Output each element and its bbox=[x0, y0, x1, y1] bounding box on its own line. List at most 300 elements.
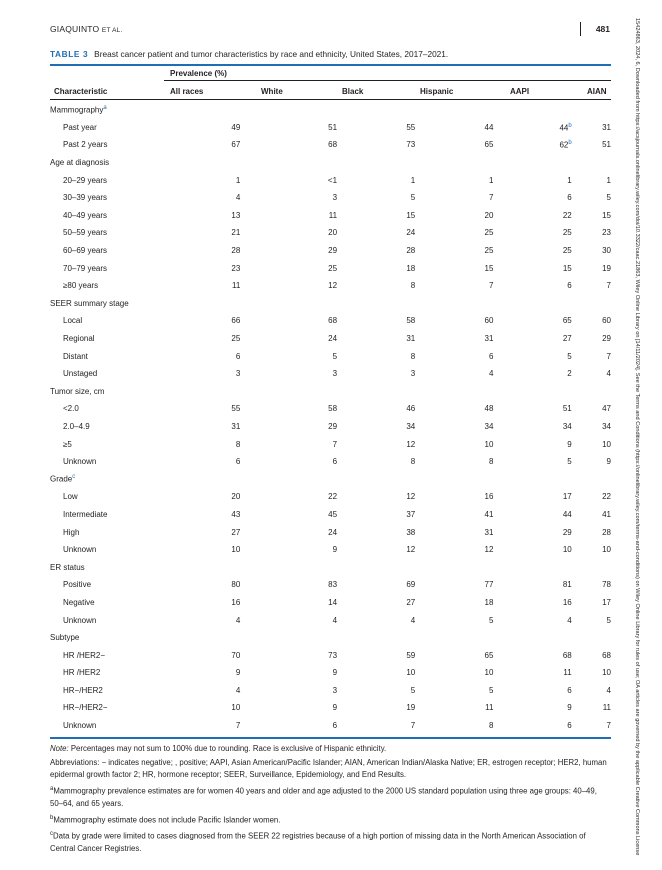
table-row bbox=[50, 682, 611, 700]
cell-value: 68 bbox=[328, 316, 338, 326]
cell-value bbox=[493, 470, 571, 488]
cell-value: 16 bbox=[562, 597, 572, 607]
cell-value: 60 bbox=[484, 316, 494, 326]
row-label: ER status bbox=[50, 562, 85, 572]
cell-value: 25 bbox=[484, 246, 494, 256]
cell-value: 7 bbox=[606, 281, 611, 291]
cell-value bbox=[493, 383, 571, 401]
cell-value: 69 bbox=[406, 580, 416, 590]
cell-value bbox=[415, 154, 493, 172]
cell-value: 2 bbox=[567, 369, 572, 379]
row-label: HR /HER2 bbox=[63, 668, 101, 678]
cell-value bbox=[415, 558, 493, 576]
cell-value bbox=[493, 101, 571, 119]
cell-value bbox=[572, 470, 611, 488]
cell-value: 58 bbox=[406, 316, 416, 326]
cell-value: 25 bbox=[231, 334, 241, 344]
cell-value: 1 bbox=[235, 175, 241, 185]
cell-value: 4 bbox=[489, 369, 494, 379]
cell-value: 34 bbox=[602, 421, 611, 431]
cell-value: 10 bbox=[602, 439, 611, 449]
cell-value: 12 bbox=[328, 281, 338, 291]
cell-value: 15 bbox=[562, 263, 572, 273]
cell-value: 60 bbox=[602, 316, 611, 326]
table-row bbox=[50, 277, 611, 295]
col-header-aapi: AAPI bbox=[510, 87, 530, 96]
cell-value: 9 bbox=[332, 668, 338, 678]
cell-value: 34 bbox=[406, 421, 416, 431]
cell-value: 8 bbox=[410, 281, 416, 291]
col-header-white: White bbox=[261, 87, 283, 96]
cell-value: 10 bbox=[484, 668, 494, 678]
cell-value: 25 bbox=[562, 228, 572, 238]
cell-value: 7 bbox=[489, 281, 494, 291]
cell-value: 1 bbox=[606, 175, 611, 185]
cell-value: 14 bbox=[328, 597, 338, 607]
row-label: High bbox=[63, 527, 80, 537]
cell-value: 34 bbox=[484, 421, 494, 431]
cell-value: 5 bbox=[489, 615, 494, 625]
row-label: Mammography$^a$ bbox=[50, 104, 107, 115]
row-label: Negative bbox=[63, 597, 95, 607]
cell-value: 10 bbox=[484, 439, 494, 449]
cell-value bbox=[572, 101, 611, 119]
table-row bbox=[50, 611, 611, 629]
cell-value: 5 bbox=[606, 615, 611, 625]
cell-value: 68 bbox=[562, 650, 572, 660]
cell-value: 3 bbox=[332, 369, 338, 379]
cell-value: 58 bbox=[328, 404, 338, 414]
table-title: Breast cancer patient and tumor characteristics by race and ethnicity, United States, 2017–2021. bbox=[94, 49, 449, 59]
cell-value bbox=[572, 558, 611, 576]
row-label: ≥80 years bbox=[63, 281, 99, 291]
cell-value: 8 bbox=[489, 721, 494, 731]
cell-value: 44$^b$ bbox=[559, 122, 572, 133]
table-row bbox=[50, 594, 611, 612]
cell-value bbox=[572, 629, 611, 647]
cell-value: 55 bbox=[406, 122, 416, 132]
row-label: 60–69 years bbox=[63, 246, 108, 256]
col-header-all-races: All races bbox=[170, 87, 204, 96]
footnote-b: $^b$Mammography estimate does not include Pacific Islander women. bbox=[50, 814, 281, 825]
running-header bbox=[50, 22, 610, 38]
header-rule bbox=[50, 99, 611, 100]
table-row bbox=[50, 347, 611, 365]
row-label: Past year bbox=[63, 122, 97, 132]
cell-value: 16 bbox=[231, 597, 241, 607]
cell-value: 15 bbox=[484, 263, 494, 273]
cell-value: 6 bbox=[235, 351, 241, 361]
cell-value: 8 bbox=[235, 439, 241, 449]
cell-value bbox=[240, 101, 337, 119]
cell-value: 10 bbox=[406, 668, 416, 678]
cell-value bbox=[337, 101, 415, 119]
section-row bbox=[50, 101, 611, 119]
cell-value: 13 bbox=[231, 210, 241, 220]
cell-value bbox=[337, 629, 415, 647]
cell-value: 30 bbox=[602, 246, 611, 256]
footnote-c: $^c$Data by grade were limited to cases diagnosed from the SEER 22 registries because of a high portion of missing data in the North American Association of Central Cancer Registries. bbox=[50, 831, 586, 853]
cell-value bbox=[493, 558, 571, 576]
data-table bbox=[50, 101, 611, 734]
row-label: Subtype bbox=[50, 633, 80, 643]
cell-value: 7 bbox=[606, 351, 611, 361]
cell-value: 31 bbox=[484, 334, 494, 344]
section-row bbox=[50, 154, 611, 172]
cell-value: 24 bbox=[328, 527, 338, 537]
cell-value: 29 bbox=[562, 527, 572, 537]
cell-value: 18 bbox=[406, 263, 416, 273]
cell-value bbox=[415, 629, 493, 647]
cell-value bbox=[337, 558, 415, 576]
cell-value: 4 bbox=[606, 685, 611, 695]
cell-value: 70 bbox=[231, 650, 241, 660]
cell-value: 8 bbox=[410, 457, 416, 467]
cell-value: 49 bbox=[231, 122, 241, 132]
cell-value: 23 bbox=[602, 228, 611, 238]
cell-value: 10 bbox=[231, 703, 241, 713]
row-label: Positive bbox=[63, 580, 92, 590]
cell-value: 1 bbox=[567, 175, 572, 185]
cell-value: 31 bbox=[406, 334, 416, 344]
note-line: Note: Percentages may not sum to 100% due to rounding. Race is exclusive of Hispanic ethnicity. bbox=[50, 744, 387, 753]
cell-value: 17 bbox=[562, 492, 572, 502]
row-label: Unknown bbox=[63, 457, 97, 467]
cell-value: 5 bbox=[410, 193, 416, 203]
cell-value bbox=[337, 154, 415, 172]
cell-value: 6 bbox=[332, 457, 338, 467]
cell-value: 5 bbox=[410, 685, 416, 695]
cell-value: 51 bbox=[328, 122, 338, 132]
cell-value: 44 bbox=[484, 122, 494, 132]
table-row bbox=[50, 646, 611, 664]
cell-value bbox=[240, 383, 337, 401]
row-label: 2.0–4.9 bbox=[63, 421, 90, 431]
section-row bbox=[50, 629, 611, 647]
cell-value: 83 bbox=[328, 580, 338, 590]
col-header-hispanic: Hispanic bbox=[420, 87, 454, 96]
table-row bbox=[50, 312, 611, 330]
cell-value: 10 bbox=[231, 545, 241, 555]
cell-value: 3 bbox=[235, 369, 241, 379]
cell-value: 28 bbox=[231, 246, 241, 256]
cell-value: 15 bbox=[602, 210, 611, 220]
table-row bbox=[50, 224, 611, 242]
row-label: <2.0 bbox=[63, 404, 79, 414]
row-label: Unknown bbox=[63, 615, 97, 625]
cell-value: 18 bbox=[484, 597, 494, 607]
col-header-aian: AIAN bbox=[587, 87, 607, 96]
cell-value: 11 bbox=[563, 668, 572, 678]
cell-value: 10 bbox=[602, 668, 611, 678]
download-sidebar: 15424863, 2024, 6, Downloaded from https://acsjournals.onlinelibrary.wiley.com/doi/10.3322/caac.21863, Wiley Online Library on [14/11/2024]. See the Terms and Conditions (https://onlinelibrary.wiley.com/terms-and-conditions) on Wiley Online Library for rules of use; OA articles are governed by the applicable Creative Commons License bbox=[634, 18, 640, 856]
cell-value: 24 bbox=[328, 334, 338, 344]
cell-value: 11 bbox=[602, 703, 611, 713]
cell-value: 62$^b$ bbox=[559, 140, 572, 150]
row-label: Regional bbox=[63, 334, 95, 344]
table-row bbox=[50, 717, 611, 735]
table-row bbox=[50, 259, 611, 277]
table-row bbox=[50, 664, 611, 682]
cell-value: 9 bbox=[567, 703, 572, 713]
row-label: Distant bbox=[63, 351, 88, 361]
cell-value: 5 bbox=[606, 193, 611, 203]
cell-value: 1 bbox=[489, 175, 494, 185]
table-row bbox=[50, 242, 611, 260]
row-label: Unknown bbox=[63, 545, 97, 555]
cell-value: 55 bbox=[231, 404, 241, 414]
table-caption bbox=[50, 49, 610, 59]
cell-value: 73 bbox=[328, 650, 338, 660]
table-row bbox=[50, 365, 611, 383]
cell-value: 4 bbox=[332, 615, 338, 625]
cell-value: 6 bbox=[332, 721, 338, 731]
cell-value: 17 bbox=[602, 597, 611, 607]
cell-value: 44 bbox=[562, 509, 572, 519]
row-label: Grade$^c$ bbox=[50, 474, 76, 485]
cell-value bbox=[337, 383, 415, 401]
table-row bbox=[50, 435, 611, 453]
cell-value bbox=[415, 295, 493, 313]
table-top-rule bbox=[50, 64, 611, 66]
cell-value bbox=[415, 470, 493, 488]
table-bottom-rule bbox=[50, 737, 611, 739]
table-row bbox=[50, 576, 611, 594]
cell-value: 21 bbox=[231, 228, 241, 238]
cell-value: 4 bbox=[235, 193, 241, 203]
row-label: Low bbox=[63, 492, 78, 502]
cell-value: 28 bbox=[602, 527, 611, 537]
cell-value: 6 bbox=[567, 281, 572, 291]
cell-value: 25 bbox=[484, 228, 494, 238]
cell-value: 51 bbox=[602, 140, 611, 150]
table-row bbox=[50, 119, 611, 137]
cell-value: 20 bbox=[328, 228, 338, 238]
table-row bbox=[50, 189, 611, 207]
cell-value: 11 bbox=[328, 210, 338, 220]
cell-value: 29 bbox=[602, 334, 611, 344]
cell-value: 7 bbox=[235, 721, 241, 731]
cell-value: 23 bbox=[231, 263, 241, 273]
cell-value bbox=[415, 101, 493, 119]
cell-value: 5 bbox=[567, 457, 572, 467]
cell-value: 24 bbox=[406, 228, 416, 238]
table-row bbox=[50, 488, 611, 506]
row-label: 40–49 years bbox=[63, 210, 108, 220]
cell-value: 48 bbox=[484, 404, 494, 414]
footnote-a: $^a$Mammography prevalence estimates are for women 40 years and older and age adjusted to the 2000 US standard population using three age groups: 40–49, 50–64, and 65 years. bbox=[50, 786, 597, 808]
row-label: Unstaged bbox=[63, 369, 98, 379]
cell-value bbox=[493, 154, 571, 172]
table-row bbox=[50, 400, 611, 418]
row-label: HR−/HER2− bbox=[63, 703, 108, 713]
cell-value bbox=[182, 383, 241, 401]
row-label: Tumor size, cm bbox=[50, 386, 105, 396]
cell-value: 47 bbox=[602, 404, 611, 414]
cell-value: 66 bbox=[231, 316, 241, 326]
cell-value: 34 bbox=[562, 421, 572, 431]
cell-value: 77 bbox=[484, 580, 494, 590]
section-row bbox=[50, 383, 611, 401]
cell-value bbox=[182, 154, 241, 172]
cell-value: 5 bbox=[489, 685, 494, 695]
row-label: 70–79 years bbox=[63, 263, 108, 273]
row-label: ≥5 bbox=[63, 439, 72, 449]
cell-value: 65 bbox=[484, 140, 494, 150]
cell-value: 46 bbox=[406, 404, 416, 414]
cell-value: 59 bbox=[406, 650, 416, 660]
cell-value: 6 bbox=[567, 685, 572, 695]
section-row bbox=[50, 295, 611, 313]
cell-value bbox=[240, 295, 337, 313]
cell-value: 11 bbox=[232, 281, 241, 291]
cell-value: 8 bbox=[489, 457, 494, 467]
table-label: TABLE 3 bbox=[50, 49, 89, 59]
cell-value bbox=[240, 154, 337, 172]
running-author: GIAQUINTO ET AL. bbox=[50, 24, 123, 34]
row-label: Local bbox=[63, 316, 83, 326]
cell-value: 7 bbox=[332, 439, 338, 449]
cell-value: 43 bbox=[231, 509, 241, 519]
cell-value: 7 bbox=[489, 193, 494, 203]
cell-value: 7 bbox=[606, 721, 611, 731]
row-label: Unknown bbox=[63, 721, 97, 731]
col-header-black: Black bbox=[342, 87, 364, 96]
cell-value: 25 bbox=[328, 263, 338, 273]
cell-value: 65 bbox=[484, 650, 494, 660]
row-label: 30–39 years bbox=[63, 193, 108, 203]
cell-value: 78 bbox=[602, 580, 611, 590]
cell-value: 81 bbox=[562, 580, 572, 590]
cell-value: 10 bbox=[562, 545, 572, 555]
cell-value: 4 bbox=[235, 615, 241, 625]
cell-value: 9 bbox=[235, 668, 241, 678]
cell-value: <1 bbox=[327, 175, 338, 185]
cell-value: 19 bbox=[406, 703, 416, 713]
table-row bbox=[50, 418, 611, 436]
cell-value: 10 bbox=[602, 545, 611, 555]
cell-value: 9 bbox=[332, 545, 338, 555]
cell-value: 67 bbox=[231, 140, 241, 150]
cell-value: 6 bbox=[567, 721, 572, 731]
cell-value: 12 bbox=[406, 545, 416, 555]
section-row bbox=[50, 558, 611, 576]
cell-value: 41 bbox=[484, 509, 494, 519]
cell-value: 27 bbox=[231, 527, 241, 537]
row-label: HR−/HER2 bbox=[63, 685, 103, 695]
cell-value bbox=[240, 629, 337, 647]
table-row bbox=[50, 541, 611, 559]
cell-value: 68 bbox=[328, 140, 338, 150]
cell-value bbox=[415, 383, 493, 401]
cell-value: 4 bbox=[235, 685, 241, 695]
cell-value: 9 bbox=[332, 703, 338, 713]
cell-value: 38 bbox=[406, 527, 416, 537]
cell-value bbox=[572, 295, 611, 313]
cell-value: 12 bbox=[484, 545, 494, 555]
table-row bbox=[50, 330, 611, 348]
cell-value: 1 bbox=[410, 175, 416, 185]
cell-value: 11 bbox=[485, 703, 494, 713]
cell-value: 3 bbox=[332, 193, 338, 203]
header-divider bbox=[580, 22, 581, 36]
table-row bbox=[50, 207, 611, 225]
table-row bbox=[50, 699, 611, 717]
table-row bbox=[50, 453, 611, 471]
cell-value: 22 bbox=[562, 210, 572, 220]
cell-value: 6 bbox=[567, 193, 572, 203]
row-label: HR /HER2− bbox=[63, 650, 106, 660]
prevalence-header: Prevalence (%) bbox=[170, 69, 227, 78]
cell-value bbox=[337, 295, 415, 313]
table-row bbox=[50, 136, 611, 154]
section-row bbox=[50, 470, 611, 488]
cell-value: 3 bbox=[332, 685, 338, 695]
cell-value: 27 bbox=[406, 597, 416, 607]
cell-value: 73 bbox=[406, 140, 416, 150]
cell-value: 9 bbox=[567, 439, 572, 449]
table-row bbox=[50, 171, 611, 189]
cell-value: 31 bbox=[484, 527, 494, 537]
cell-value: 68 bbox=[602, 650, 611, 660]
cell-value bbox=[493, 629, 571, 647]
cell-value bbox=[182, 295, 241, 313]
cell-value: 12 bbox=[406, 492, 416, 502]
row-label: Age at diagnosis bbox=[50, 158, 110, 168]
table-row bbox=[50, 506, 611, 524]
cell-value: 5 bbox=[567, 351, 572, 361]
cell-value: 8 bbox=[410, 351, 416, 361]
prevalence-rule bbox=[164, 80, 611, 81]
cell-value: 25 bbox=[562, 246, 572, 256]
cell-value: 28 bbox=[406, 246, 416, 256]
cell-value: 29 bbox=[328, 421, 338, 431]
cell-value bbox=[182, 558, 241, 576]
cell-value: 27 bbox=[562, 334, 572, 344]
table-row bbox=[50, 523, 611, 541]
table-notes bbox=[50, 743, 612, 857]
cell-value: 4 bbox=[567, 615, 572, 625]
row-label: Intermediate bbox=[63, 509, 108, 519]
abbreviations: Abbreviations: − indicates negative; , positive; AAPI, Asian American/Pacific Islander; AIAN, American Indian/Alaska Native; ER, estrogen receptor; HER2, human epidermal growth factor 2; HR, hormone receptor; SEER, Surveillance, Epidemiology, and End Results. bbox=[50, 758, 607, 779]
cell-value: 7 bbox=[410, 721, 416, 731]
cell-value: 15 bbox=[406, 210, 416, 220]
cell-value bbox=[572, 383, 611, 401]
row-label: SEER summary stage bbox=[50, 298, 129, 308]
cell-value: 4 bbox=[410, 615, 416, 625]
cell-value bbox=[240, 470, 337, 488]
cell-value: 31 bbox=[602, 122, 611, 132]
cell-value: 12 bbox=[406, 439, 416, 449]
cell-value: 65 bbox=[562, 316, 572, 326]
cell-value: 29 bbox=[328, 246, 338, 256]
cell-value: 22 bbox=[328, 492, 338, 502]
cell-value: 9 bbox=[606, 457, 611, 467]
row-label: 20–29 years bbox=[63, 175, 108, 185]
cell-value bbox=[182, 101, 241, 119]
cell-value: 6 bbox=[235, 457, 241, 467]
col-header-characteristic: Characteristic bbox=[54, 87, 108, 96]
cell-value: 80 bbox=[231, 580, 241, 590]
cell-value bbox=[572, 154, 611, 172]
cell-value bbox=[240, 558, 337, 576]
cell-value: 20 bbox=[231, 492, 241, 502]
cell-value: 20 bbox=[484, 210, 494, 220]
row-label: Past 2 years bbox=[63, 140, 108, 150]
cell-value: 5 bbox=[332, 351, 338, 361]
cell-value: 4 bbox=[606, 369, 611, 379]
cell-value bbox=[182, 629, 241, 647]
